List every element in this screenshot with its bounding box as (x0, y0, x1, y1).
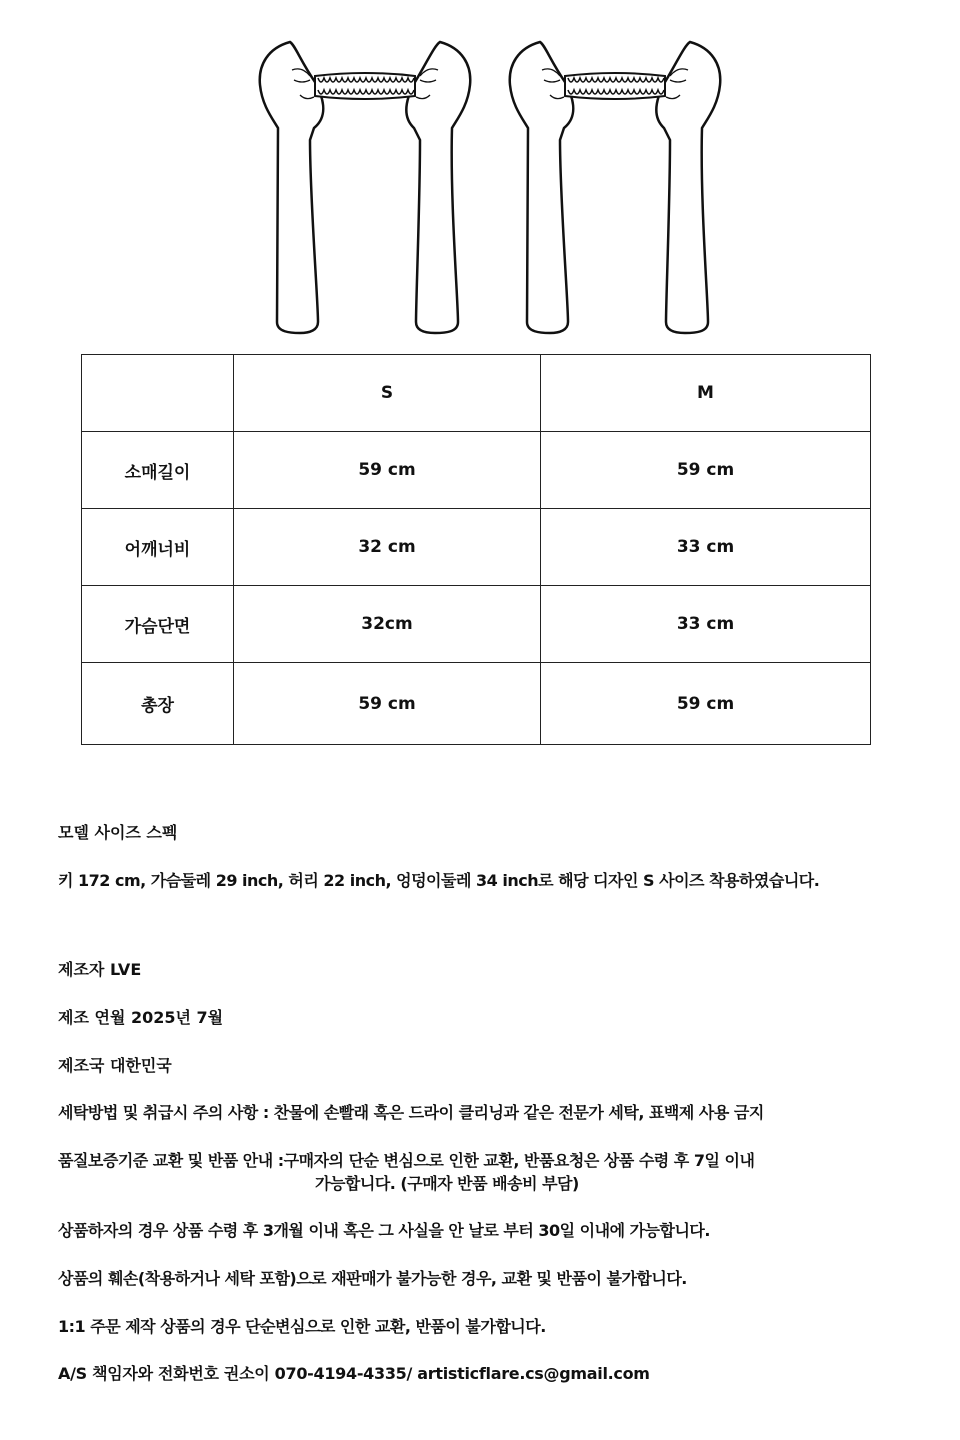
damage-policy: 상품의 훼손(착용하거나 세탁 포함)으로 재판매가 불가능한 경우, 교환 및 반품이 불가합니다. (58, 1269, 687, 1288)
value-s: 59 cm (234, 663, 541, 745)
value-s: 59 cm (234, 432, 541, 509)
row-label: 소매길이 (82, 432, 234, 509)
as-contact: A/S 책임자와 전화번호 권소이 070-4194-4335/ artisticflare.cs@gmail.com (58, 1364, 650, 1383)
header-size-m: M (541, 355, 871, 432)
value-m: 59 cm (541, 663, 871, 745)
table-row (82, 663, 871, 745)
care-instructions: 세탁방법 및 취급시 주의 사항 : 찬물에 손빨래 혹은 드라이 클리닝과 같은 전문가 세탁, 표백제 사용 금지 (58, 1103, 764, 1122)
back-view-sketch (510, 42, 721, 333)
model-spec-title: 모델 사이즈 스펙 (58, 823, 178, 842)
table-row (82, 586, 871, 663)
value-m: 33 cm (541, 586, 871, 663)
garment-flat-sketch (0, 0, 960, 345)
header-size-s: S (234, 355, 541, 432)
manufacturer-info: 제조자 LVE (58, 960, 142, 979)
defect-policy: 상품하자의 경우 상품 수령 후 3개월 이내 혹은 그 사실을 안 날로 부터 30일 이내에 가능합니다. (58, 1221, 710, 1240)
size-table (81, 354, 871, 745)
warranty-policy-line1: 품질보증기준 교환 및 반품 안내 :구매자의 단순 변심으로 인한 교환, 반품요청은 상품 수령 후 7일 이내 (58, 1151, 755, 1170)
manufacture-date: 제조 연월 2025년 7월 (58, 1008, 224, 1027)
value-s: 32 cm (234, 509, 541, 586)
front-view-sketch (260, 42, 471, 333)
value-m: 33 cm (541, 509, 871, 586)
model-spec-text: 키 172 cm, 가슴둘레 29 inch, 허리 22 inch, 엉덩이둘레 34 inch로 해당 디자인 S 사이즈 착용하였습니다. (58, 871, 820, 890)
country-of-origin: 제조국 대한민국 (58, 1056, 172, 1075)
value-s: 32cm (234, 586, 541, 663)
table-row (82, 432, 871, 509)
custom-order-policy: 1:1 주문 제작 상품의 경우 단순변심으로 인한 교환, 반품이 불가합니다. (58, 1317, 546, 1336)
row-label: 총장 (82, 663, 234, 745)
warranty-policy-line2: 가능합니다. (구매자 반품 배송비 부담) (315, 1174, 579, 1193)
header-empty-cell (82, 355, 234, 432)
table-header-row (82, 355, 871, 432)
row-label: 어깨너비 (82, 509, 234, 586)
row-label: 가슴단면 (82, 586, 234, 663)
value-m: 59 cm (541, 432, 871, 509)
table-row (82, 509, 871, 586)
